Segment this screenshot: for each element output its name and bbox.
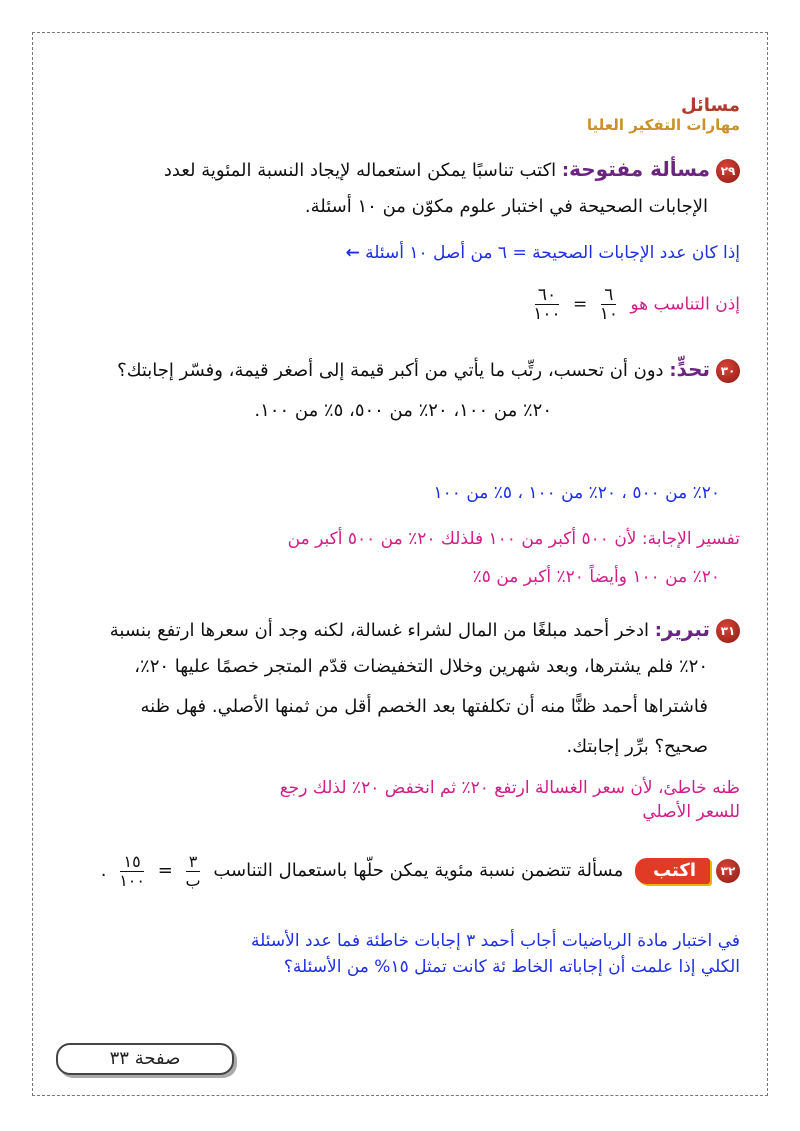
q29-text-line2: الإجابات الصحيحة في اختبار علوم مكوّن من ١٠ أسئلة. bbox=[304, 196, 708, 217]
q31-text-line1: ادخر أحمد مبلغًا من المال لشراء غسالة، لكنه وجد أن سعرها ارتفع بنسبة bbox=[109, 620, 649, 641]
q31-text-line3: فاشتراها أحمد ظنًّا منه أن تكلفتها بعد الخصم أقل من ثمنها الأصلي. فهل ظنه bbox=[140, 696, 708, 717]
q32-equals: = bbox=[157, 860, 173, 881]
q29-fraction-left-den: ١٠ bbox=[599, 304, 618, 324]
q32-fraction-left-num: ٣ bbox=[186, 853, 201, 872]
q29-keyword: مسألة مفتوحة bbox=[569, 157, 710, 181]
q29-answer-line2 bbox=[526, 286, 740, 323]
q29-answer-line1 bbox=[345, 236, 740, 270]
q29-line1 bbox=[164, 150, 740, 190]
q31-answer-line1: ظنه خاطئ، لأن سعر الغسالة ارتفع ٢٠٪ ثم انخفض ٢٠٪ لذلك رجع bbox=[279, 778, 740, 798]
q32-fraction-right-num: ١٥ bbox=[120, 853, 143, 872]
q29-equals: = bbox=[573, 294, 588, 315]
q29-separator: : bbox=[561, 160, 570, 181]
q30-number-badge: ٣٠ bbox=[716, 359, 740, 383]
section-title: مسائل bbox=[680, 95, 740, 116]
q31-line1 bbox=[110, 610, 740, 650]
q29-fraction-right-num: ٦٠ bbox=[535, 286, 559, 305]
q32-fraction-right bbox=[116, 853, 148, 890]
q31-number-badge: ٣١ bbox=[716, 619, 740, 643]
q31-separator: : bbox=[654, 620, 662, 641]
q29-number-badge: ٢٩ bbox=[716, 159, 740, 183]
page-number-label: صفحة ٣٣ bbox=[56, 1043, 234, 1075]
q30-text-line2: ٢٠٪ من ١٠٠، ٢٠٪ من ٥٠٠، ٥٪ من ١٠٠. bbox=[254, 400, 552, 421]
q29-fraction-right-den: ١٠٠ bbox=[533, 304, 561, 324]
q30-separator: : bbox=[669, 360, 677, 381]
q32-fraction-left bbox=[183, 853, 204, 890]
q32-write-banner: اكتب bbox=[635, 858, 710, 884]
q31-answer-line2: للسعر الأصلي bbox=[642, 802, 740, 822]
q32-text-line1: مسألة تتضمن نسبة مئوية يمكن حلّها باستعمال التناسب bbox=[213, 860, 624, 881]
q32-answer-line2: الكلي إذا علمت أن إجاباته الخاط ئة كانت تمثل ١٥% من الأسئلة؟ bbox=[283, 957, 740, 977]
left-arrow-icon: ← bbox=[345, 243, 360, 263]
section-subtitle: مهارات التفكير العليا bbox=[586, 116, 740, 134]
q29-answer-text: إذا كان عدد الإجابات الصحيحة = ٦ من أصل ١٠ أسئلة bbox=[365, 243, 740, 263]
q30-text-line1: دون أن تحسب، رتِّب ما يأتي من أكبر قيمة إلى أصغر قيمة، وفسّر إجابتك؟ bbox=[117, 360, 664, 381]
q29-fraction-left bbox=[597, 286, 621, 323]
q29-proportion-label: إذن التناسب هو bbox=[630, 294, 740, 315]
q30-line1 bbox=[117, 350, 740, 390]
q30-explain-line2: ٢٠٪ من ١٠٠ وأيضاً ٢٠٪ أكبر من ٥٪ bbox=[472, 567, 720, 587]
q32-fraction-left-den: ب bbox=[185, 870, 201, 890]
q32-fraction-right-den: ١٠٠ bbox=[119, 870, 145, 890]
q30-answer-order: ٢٠٪ من ٥٠٠ ، ٢٠٪ من ١٠٠ ، ٥٪ من ١٠٠ bbox=[433, 483, 720, 503]
q29-fraction-left-num: ٦ bbox=[601, 286, 616, 305]
q31-text-line2: ٢٠٪ فلم يشترها، وبعد شهرين وخلال التخفيضات قدّم المتجر خصمًا عليها ٢٠٪، bbox=[134, 656, 708, 677]
q31-text-line4: صحيح؟ برِّر إجابتك. bbox=[566, 736, 708, 757]
q32-answer-line1: في اختبار مادة الرياضيات أجاب أحمد ٣ إجابات خاطئة فما عدد الأسئلة bbox=[251, 931, 740, 951]
q30-keyword: تحدٍّ bbox=[676, 357, 710, 381]
q32-number-badge: ٣٢ bbox=[716, 859, 740, 883]
q31-keyword: تبرير bbox=[661, 617, 710, 641]
q29-fraction-right bbox=[530, 286, 563, 323]
q29-text-line1: اكتب تناسبًا يمكن استعماله لإيجاد النسبة المئوية لعدد bbox=[163, 160, 557, 181]
q30-explain-line1: تفسير الإجابة: لأن ٥٠٠ أكبر من ١٠٠ فلذلك ٢٠٪ من ٥٠٠ أكبر من bbox=[287, 529, 740, 549]
q32-end: . bbox=[100, 860, 107, 881]
q32-line1 bbox=[101, 852, 740, 890]
